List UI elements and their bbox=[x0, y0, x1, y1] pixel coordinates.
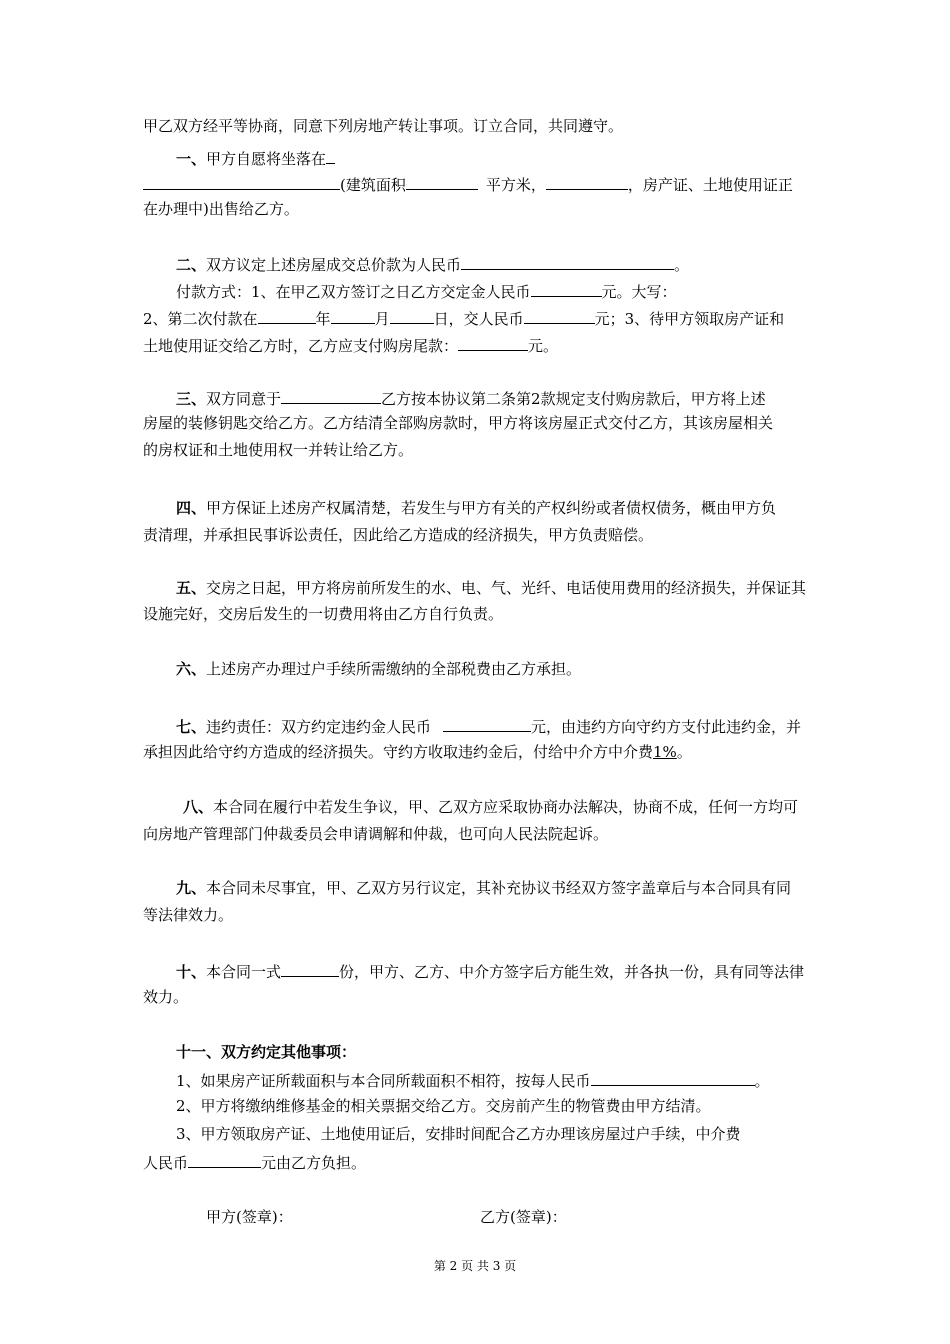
s5-line2: 设施完好，交房后发生的一切费用将由乙方自行负责。 bbox=[143, 605, 504, 623]
blank bbox=[458, 334, 528, 351]
s2-head: 二、 bbox=[176, 256, 207, 274]
s8-line2: 向房地产管理部门仲裁委员会申请调解和仲裁，也可向人民法院起诉。 bbox=[143, 825, 609, 843]
s11-item3: 3、甲方领取房产证、土地使用证后，安排时间配合乙方办理该房屋过户手续，中介费 bbox=[176, 1125, 741, 1143]
s9-line2: 等法律效力。 bbox=[143, 906, 234, 924]
blank bbox=[531, 280, 602, 297]
s5-head: 五、 bbox=[176, 579, 207, 597]
s8-line1: 八、本合同在履行中若发生争议，甲、乙双方应采取协商办法解决，协商不成，任何一方均可 bbox=[183, 798, 799, 816]
blank bbox=[546, 173, 628, 190]
blank bbox=[258, 307, 316, 324]
s2-pay2: 2、第二次付款在 年 月 日，交人民币 元；3、待甲方领取房产证和 bbox=[143, 307, 784, 329]
blank bbox=[406, 173, 478, 190]
s9-head: 九、 bbox=[176, 879, 207, 897]
blank bbox=[591, 1069, 755, 1086]
s7-head: 七、 bbox=[176, 718, 207, 736]
s3-line1: 三、双方同意于 乙方按本协议第二条第2款规定支付购房款后，甲方将上述 bbox=[176, 387, 766, 409]
s5-line1: 五、交房之日起，甲方将房前所发生的水、电、气、光纤、电话使用费用的经济损失，并保证其 bbox=[176, 579, 807, 597]
s3-line2: 房屋的装修钥匙交给乙方。乙方结清全部购房款时，甲方将该房屋正式交付乙方，其该房屋相关 bbox=[143, 414, 774, 432]
intro-line: 甲乙双方经平等协商，同意下列房地产转让事项。订立合同，共同遵守。 bbox=[143, 117, 624, 135]
blank bbox=[326, 147, 335, 164]
s4-line1: 四、甲方保证上述房产权属清楚，若发生与甲方有关的产权纠纷或者债权债务，概由甲方负 bbox=[176, 499, 777, 517]
s10-line1: 十、本合同一式 份，甲方、乙方、中介方签字后方能生效，并各执一份，具有同等法律 bbox=[176, 960, 804, 982]
s6-line1: 六、上述房产办理过户手续所需缴纳的全部税费由乙方承担。 bbox=[176, 660, 582, 678]
s2-pay3: 土地使用证交给乙方时，乙方应支付购房尾款： 元。 bbox=[143, 334, 558, 356]
signature-party-a: 甲方(签章)： bbox=[206, 1208, 293, 1226]
s4-head: 四、 bbox=[176, 499, 207, 517]
s7-line1: 七、违约责任：双方约定违约金人民币 元，由违约方向守约方支付此违约金，并 bbox=[176, 715, 801, 737]
blank bbox=[524, 307, 595, 324]
s3-head: 三、 bbox=[176, 390, 207, 408]
blank bbox=[461, 253, 674, 270]
s11-item1: 1、如果房产证所载面积与本合同所载面积不相符，按每人民币 。 bbox=[176, 1069, 770, 1091]
blank bbox=[331, 307, 375, 324]
s6-head: 六、 bbox=[176, 660, 207, 678]
blank bbox=[143, 173, 340, 190]
s11-heading: 十一、双方约定其他事项： bbox=[176, 1043, 357, 1061]
blank bbox=[390, 307, 434, 324]
s8-head: 八、 bbox=[183, 798, 214, 816]
s1-line2: (建筑面积 平方米， ，房产证、土地使用证正 bbox=[143, 173, 793, 195]
blank bbox=[281, 960, 339, 977]
s9-line1: 九、本合同未尽事宜，甲、乙双方另行议定，其补充协议书经双方签字盖章后与本合同具有同 bbox=[176, 879, 792, 897]
fee-percent: 1% bbox=[653, 743, 677, 761]
s7-line2: 承担因此给守约方造成的经济损失。守约方收取违约金后，付给中介方中介费1%。 bbox=[143, 743, 692, 761]
s1-line1: 一、甲方自愿将坐落在 bbox=[176, 147, 335, 169]
s2-pay1: 付款方式：1、在甲乙双方签订之日乙方交定金人民币 元。大写： bbox=[176, 280, 677, 302]
signature-party-b: 乙方(签章)： bbox=[480, 1208, 567, 1226]
s10-line2: 效力。 bbox=[143, 988, 189, 1006]
s11-item2: 2、甲方将缴纳维修基金的相关票据交给乙方。交房前产生的物管费由甲方结清。 bbox=[176, 1097, 711, 1115]
page-footer: 第 2 页 共 3 页 bbox=[433, 1259, 517, 1273]
blank bbox=[443, 715, 531, 732]
s1-head: 一、 bbox=[176, 150, 207, 168]
s10-head: 十、 bbox=[176, 963, 207, 981]
blank bbox=[281, 387, 381, 404]
s11-item3-cont: 人民币 元由乙方负担。 bbox=[143, 1151, 366, 1173]
blank bbox=[188, 1151, 261, 1168]
s2-line1: 二、双方议定上述房屋成交总价款为人民币 。 bbox=[176, 253, 689, 275]
s4-line2: 责清理，并承担民事诉讼责任，因此给乙方造成的经济损失，甲方负责赔偿。 bbox=[143, 526, 654, 544]
s3-line3: 的房权证和土地使用权一并转让给乙方。 bbox=[143, 441, 414, 459]
s1-line3: 在办理中)出售给乙方。 bbox=[143, 200, 299, 218]
